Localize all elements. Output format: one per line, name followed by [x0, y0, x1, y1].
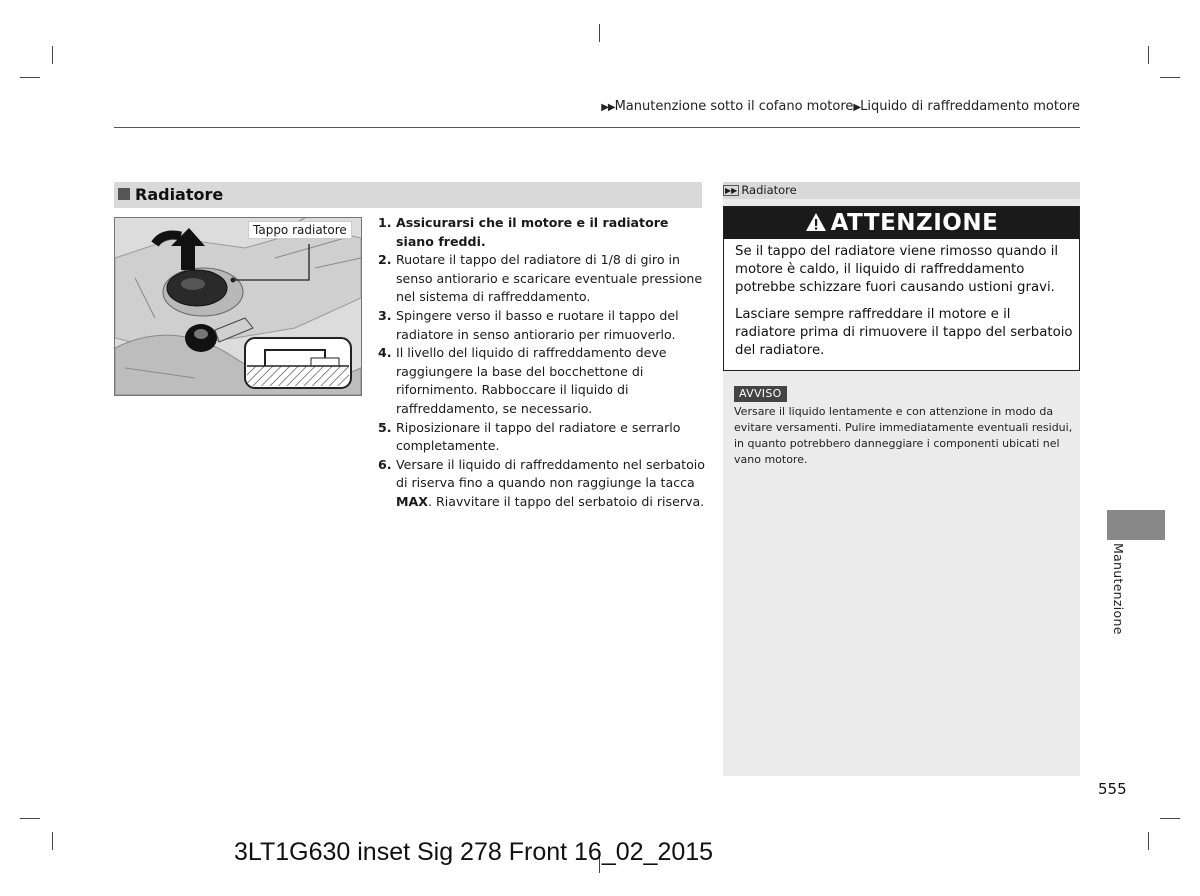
- engine-drawing: [115, 218, 361, 395]
- step-text: Riposizionare il tappo del radiatore e serrarlo completamente.: [396, 419, 681, 454]
- notice-text: Versare il liquido lentamente e con attenzione in modo da evitare versamenti. Pulire immediatamente eventuali residui, in quanto potrebbero danneggiare i componenti ubicati nel vano motore.: [734, 405, 1073, 466]
- sidebar-header-label: Radiatore: [741, 183, 797, 197]
- crop-mark: [599, 24, 600, 42]
- breadcrumb-part-1: Manutenzione sotto il cofano motore: [614, 99, 854, 114]
- step-text: Ruotare il tappo del radiatore di 1/8 di giro in senso antiorario e scaricare eventuale pressione nel sistema di raffreddamento.: [396, 252, 703, 305]
- procedure-steps: [378, 214, 708, 512]
- chapter-tab-label: Manutenzione: [1111, 543, 1126, 635]
- crop-mark: [52, 832, 53, 850]
- warning-triangle-icon: [805, 209, 827, 241]
- warning-title: ATTENZIONE: [830, 210, 999, 236]
- step-item: [378, 419, 708, 456]
- step-text: Spingere verso il basso e ruotare il tappo del radiatore in senso antiorario per rimuoverlo.: [396, 307, 679, 342]
- step-item: [378, 456, 708, 512]
- crop-mark: [1160, 77, 1180, 78]
- sidebar-header: [723, 182, 1080, 199]
- reference-icon: ▶▶: [725, 186, 738, 195]
- step-text: Assicurarsi che il motore e il radiatore siano freddi.: [396, 215, 669, 249]
- header-divider: [114, 127, 1080, 128]
- warning-paragraph-1: Se il tappo del radiatore viene rimosso quando il motore è caldo, il liquido di raffreddamento potrebbe schizzare fuori causando ustioni gravi.: [735, 244, 1059, 295]
- crop-mark: [1160, 818, 1180, 819]
- step-text-after: . Riavvitare il tappo del serbatoio di riserva.: [428, 493, 705, 509]
- breadcrumb-part-2: Liquido di raffreddamento motore: [860, 99, 1080, 114]
- print-code: 3LT1G630 inset Sig 278 Front 16_02_2015: [234, 838, 714, 866]
- page-number: 555: [1098, 780, 1127, 798]
- warning-box: [723, 206, 1080, 371]
- step-number: 2.: [378, 252, 392, 268]
- step-item: [378, 214, 708, 251]
- crop-mark: [1148, 46, 1149, 64]
- notice-label: AVVISO: [734, 386, 787, 402]
- figure-callout-label: Tappo radiatore: [248, 221, 352, 239]
- step-number: 4.: [378, 345, 392, 361]
- step-number: 3.: [378, 307, 392, 323]
- square-bullet-icon: [118, 188, 130, 200]
- max-mark-label: MAX: [396, 493, 428, 509]
- arrow-icon: ▶: [853, 102, 861, 113]
- section-title: Radiatore: [135, 185, 224, 204]
- step-item: [378, 251, 708, 307]
- step-text: [396, 456, 708, 512]
- crop-mark: [20, 818, 40, 819]
- warning-paragraph-2: Lasciare sempre raffreddare il motore e il radiatore prima di rimuovere il tappo del serbatoio del radiatore.: [735, 307, 1073, 358]
- crop-mark: [1148, 832, 1149, 850]
- section-heading: [114, 182, 702, 208]
- double-arrow-icon: ▶▶: [601, 102, 615, 113]
- crop-mark: [20, 77, 40, 78]
- step-number: 6.: [378, 456, 392, 472]
- step-item: [378, 344, 708, 418]
- step-number: 1.: [378, 215, 392, 230]
- chapter-tab: [1107, 510, 1165, 540]
- step-number: 5.: [378, 419, 392, 435]
- crop-mark: [52, 46, 53, 64]
- radiator-cap-illustration: [114, 217, 362, 396]
- step-item: [378, 307, 708, 344]
- warning-banner: [724, 207, 1079, 239]
- step-text-before: Versare il liquido di raffreddamento nel serbatoio di riserva fino a quando non raggiunge la tacca: [396, 456, 706, 491]
- step-text: Il livello del liquido di raffreddamento deve raggiungere la base del bocchettone di rifornimento. Rabboccare il liquido di raffreddamento, se necessario.: [396, 345, 667, 416]
- breadcrumb: [560, 99, 1080, 114]
